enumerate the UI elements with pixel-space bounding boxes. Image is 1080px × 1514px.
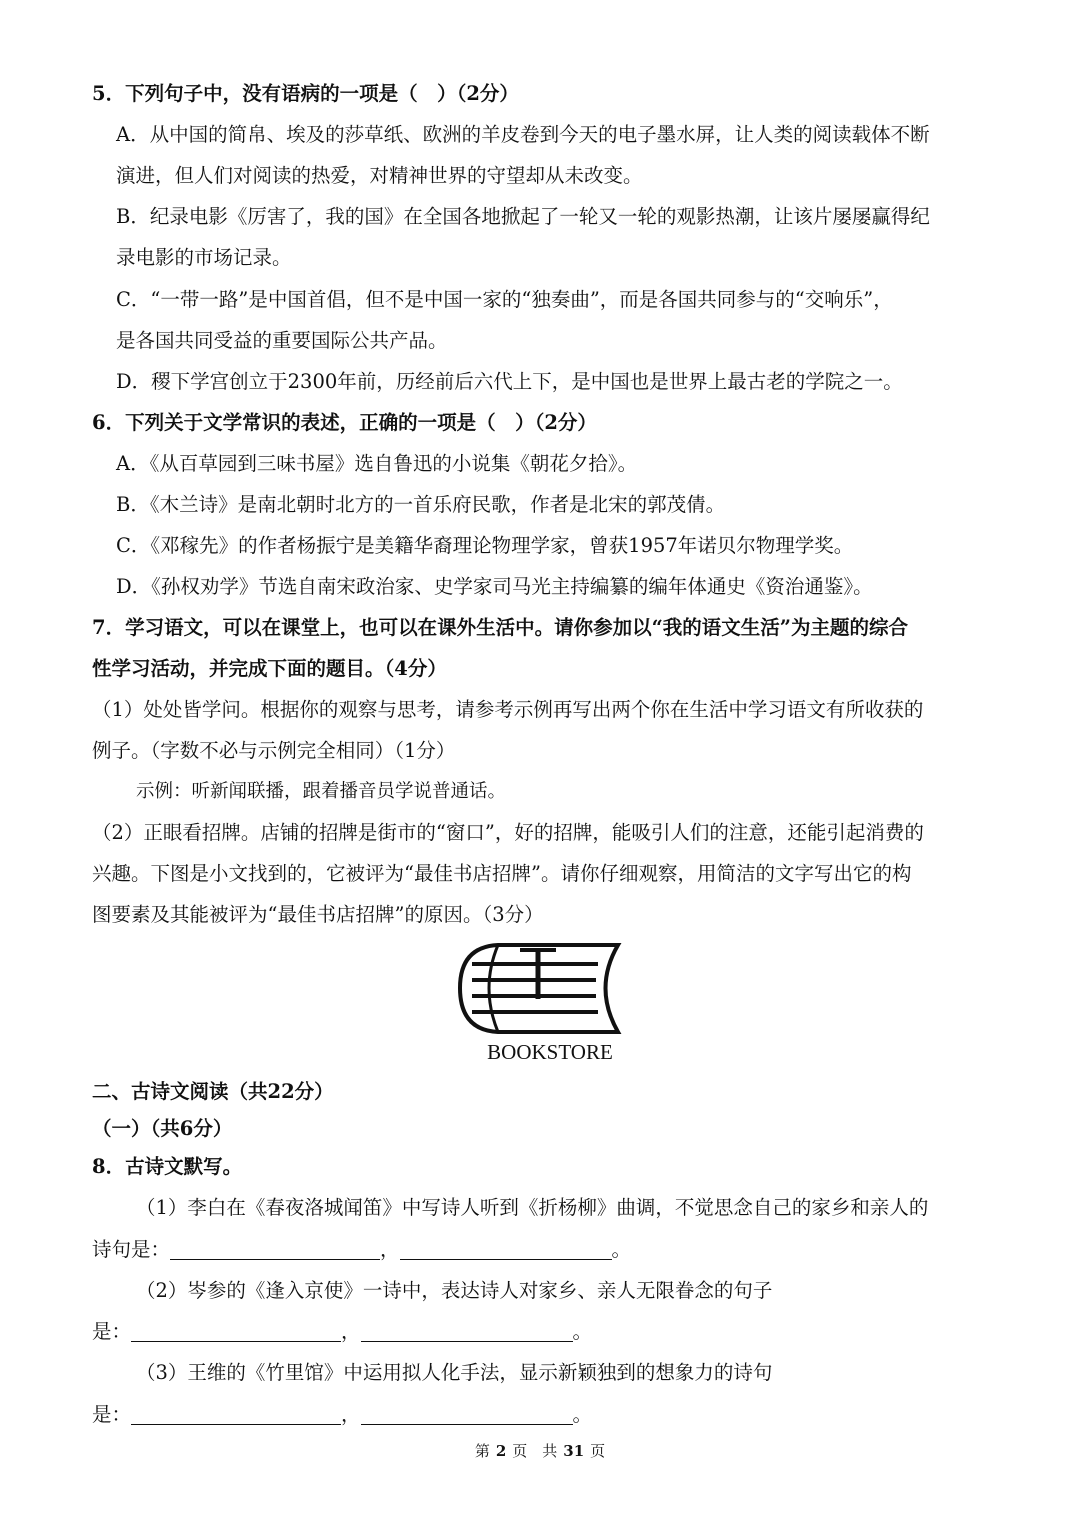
q5-option-a-line2: 演进，但人们对阅读的热爱，对精神世界的守望却从未改变。 xyxy=(116,164,643,187)
period: 。 xyxy=(572,1320,593,1343)
comma: ， xyxy=(380,1238,400,1261)
q8-item2-prefix: 是： xyxy=(92,1320,132,1343)
footer-prefix: 第 xyxy=(474,1442,490,1460)
q8-item3-prefix: 是： xyxy=(92,1403,132,1426)
q8-stem: 8．古诗文默写。 xyxy=(92,1155,243,1178)
q7-part2-line2: 兴趣。下图是小文找到的，它被评为“最佳书店招牌”。请你仔细观察，用简洁的文字写出它的构 xyxy=(92,862,912,885)
q5-option-a-line1: A．从中国的简帛、埃及的莎草纸、欧洲的羊皮卷到今天的电子墨水屏，让人类的阅读载体不断 xyxy=(116,123,930,146)
q7-part1-line1: （1）处处皆学问。根据你的观察与思考，请参考示例再写出两个你在生活中学习语文有所收获的 xyxy=(92,698,924,721)
q7-part2-line1: （2）正眼看招牌。店铺的招牌是街市的“窗口”，好的招牌，能吸引人们的注意，还能引起消费的 xyxy=(92,821,924,844)
footer-middle: 页 共 xyxy=(512,1442,558,1460)
q8-item1-prefix: 诗句是： xyxy=(92,1238,171,1261)
q6-option-d: D．《孙权劝学》节选自南宋政治家、史学家司马光主持编纂的编年体通史《资治通鉴》。 xyxy=(116,575,873,598)
q7-example: 示例：听新闻联播，跟着播音员学说普通话。 xyxy=(136,781,507,802)
page-number: 2 xyxy=(495,1442,507,1460)
q7-stem-line2: 性学习活动，并完成下面的题目。（4分） xyxy=(92,657,447,680)
q7-part1-line2: 例子。（字数不必与示例完全相同）（1分） xyxy=(92,739,456,762)
answer-blank-1[interactable] xyxy=(170,1239,380,1260)
q8-item3-line2 xyxy=(92,1401,592,1429)
comma: ， xyxy=(341,1403,361,1426)
q6-option-b: B．《木兰诗》是南北朝时北方的一首乐府民歌，作者是北宋的郭茂倩。 xyxy=(116,493,726,516)
footer-suffix: 页 xyxy=(590,1442,606,1460)
answer-blank-2[interactable] xyxy=(400,1239,612,1260)
answer-blank-4[interactable] xyxy=(361,1321,573,1342)
q5-option-b-line1: B．纪录电影《厉害了，我的国》在全国各地掀起了一轮又一轮的观影热潮，让该片屡屡赢得纪 xyxy=(116,205,930,228)
comma: ， xyxy=(341,1320,361,1343)
section2-subtitle: （一）（共6分） xyxy=(92,1117,233,1140)
q5-option-c-line1: C．“一带一路”是中国首倡，但不是中国一家的“独奏曲”，而是各国共同参与的“交响乐”， xyxy=(116,288,893,311)
q7-stem-line1: 7．学习语文，可以在课堂上，也可以在课外生活中。请你参加以“我的语文生活”为主题的综合 xyxy=(92,616,909,639)
section2-title: 二、古诗文阅读（共22分） xyxy=(92,1080,334,1103)
page-footer xyxy=(0,1440,1080,1461)
q5-option-d: D．稷下学宫创立于2300年前，历经前后六代上下，是中国也是世界上最古老的学院之一。 xyxy=(116,370,903,393)
q7-part2-line3: 图要素及其能被评为“最佳书店招牌”的原因。（3分） xyxy=(92,903,544,926)
q5-option-c-line2: 是各国共同受益的重要国际公共产品。 xyxy=(116,329,448,352)
total-pages: 31 xyxy=(563,1442,585,1460)
q6-stem: 6．下列关于文学常识的表述，正确的一项是（ ）（2分） xyxy=(92,411,597,434)
q6-option-c: C．《邓稼先》的作者杨振宁是美籍华裔理论物理学家，曾获1957年诺贝尔物理学奖。 xyxy=(116,534,854,557)
q5-option-b-line2: 录电影的市场记录。 xyxy=(116,246,292,269)
answer-blank-3[interactable] xyxy=(131,1321,341,1342)
q8-item2-line2 xyxy=(92,1318,592,1346)
q8-item1-line2 xyxy=(92,1236,631,1264)
q8-item1-line1: （1）李白在《春夜洛城闻笛》中写诗人听到《折杨柳》曲调，不觉思念自己的家乡和亲人的 xyxy=(136,1196,929,1219)
answer-blank-6[interactable] xyxy=(361,1404,573,1425)
bookstore-logo-text: BOOKSTORE xyxy=(487,1040,613,1064)
q5-stem: 5．下列句子中，没有语病的一项是（ ）（2分） xyxy=(92,82,519,105)
period: 。 xyxy=(572,1403,593,1426)
bookstore-logo-image xyxy=(458,942,624,1037)
q6-option-a: A．《从百草园到三味书屋》选自鲁迅的小说集《朝花夕拾》。 xyxy=(116,452,638,475)
answer-blank-5[interactable] xyxy=(131,1404,341,1425)
period: 。 xyxy=(611,1238,632,1261)
q8-item3-line1: （3）王维的《竹里馆》中运用拟人化手法，显示新颖独到的想象力的诗句 xyxy=(136,1361,773,1384)
q8-item2-line1: （2）岑参的《逢入京使》一诗中，表达诗人对家乡、亲人无限眷念的句子 xyxy=(136,1279,773,1302)
